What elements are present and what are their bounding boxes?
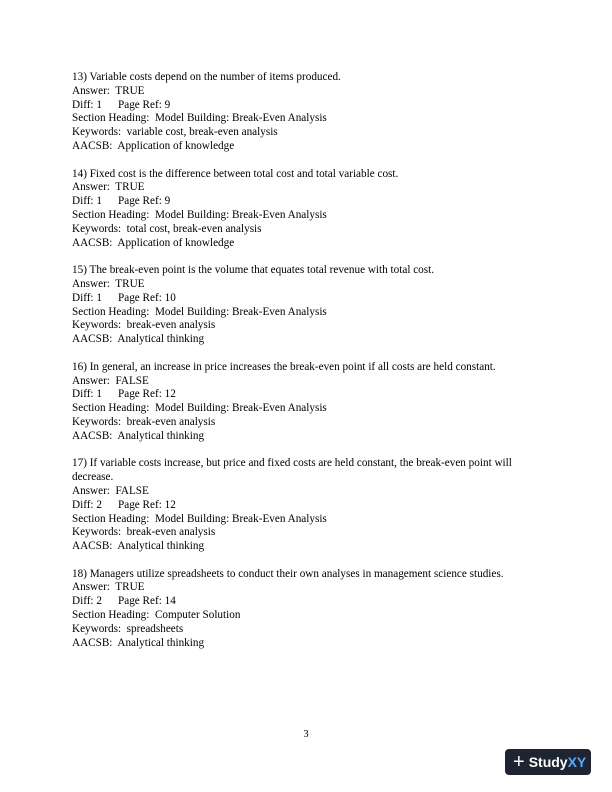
answer-line: Answer: FALSE — [72, 484, 149, 497]
question-15 — [72, 264, 542, 347]
question-list — [72, 71, 542, 664]
keywords: Keywords: break-even analysis — [72, 319, 216, 332]
diff-line — [72, 388, 542, 402]
page-ref: Page Ref: 12 — [118, 388, 176, 401]
aacsb: AACSB: Analytical thinking — [72, 429, 205, 442]
diff-line — [72, 499, 542, 513]
question-text: 18) Managers utilize spreadsheets to conduct their own analyses in management science studies. — [72, 567, 504, 580]
section-heading: Section Heading: Model Building: Break-Even Analysis — [72, 208, 327, 221]
aacsb: AACSB: Analytical thinking — [72, 333, 205, 346]
keywords: Keywords: break-even analysis — [72, 526, 216, 539]
aacsb: AACSB: Application of knowledge — [72, 139, 235, 152]
question-14 — [72, 168, 542, 251]
studyxy-badge[interactable] — [505, 749, 591, 775]
diff-line — [72, 195, 542, 209]
diff-line — [72, 292, 542, 306]
brand-study: Study — [528, 754, 568, 770]
page-number: 3 — [303, 729, 309, 740]
difficulty: Diff: 1 — [72, 98, 102, 111]
plus-icon: + — [513, 751, 525, 773]
question-16 — [72, 361, 542, 444]
aacsb: AACSB: Application of knowledge — [72, 236, 235, 249]
section-heading: Section Heading: Computer Solution — [72, 609, 241, 622]
section-heading: Section Heading: Model Building: Break-Even Analysis — [72, 402, 327, 415]
answer-line: Answer: TRUE — [72, 84, 145, 97]
brand-xy: XY — [567, 754, 587, 770]
question-18 — [72, 568, 542, 651]
question-text: 17) If variable costs increase, but price and fixed costs are held constant, the break-even point will decrease. — [72, 457, 515, 484]
page-ref: Page Ref: 14 — [118, 595, 176, 608]
aacsb: AACSB: Analytical thinking — [72, 636, 205, 649]
page-ref: Page Ref: 9 — [118, 195, 171, 208]
keywords: Keywords: spreadsheets — [72, 622, 184, 635]
difficulty: Diff: 1 — [72, 195, 102, 208]
keywords: Keywords: total cost, break-even analysis — [72, 222, 262, 235]
question-text: 14) Fixed cost is the difference between total cost and total variable cost. — [72, 167, 399, 180]
question-13 — [72, 71, 542, 154]
question-text: 16) In general, an increase in price increases the break-even point if all costs are held constant. — [72, 360, 496, 373]
section-heading: Section Heading: Model Building: Break-Even Analysis — [72, 305, 327, 318]
page-ref: Page Ref: 9 — [118, 98, 171, 111]
answer-line: Answer: FALSE — [72, 374, 149, 387]
question-text: 15) The break-even point is the volume that equates total revenue with total cost. — [72, 264, 435, 277]
answer-line: Answer: TRUE — [72, 581, 145, 594]
question-text: 13) Variable costs depend on the number of items produced. — [72, 71, 341, 83]
difficulty: Diff: 2 — [72, 595, 102, 608]
difficulty: Diff: 1 — [72, 388, 102, 401]
keywords: Keywords: variable cost, break-even analysis — [72, 126, 278, 139]
diff-line — [72, 99, 542, 113]
answer-line: Answer: TRUE — [72, 181, 145, 194]
question-17 — [72, 457, 542, 554]
section-heading: Section Heading: Model Building: Break-Even Analysis — [72, 112, 327, 125]
answer-line: Answer: TRUE — [72, 277, 145, 290]
page-ref: Page Ref: 10 — [118, 291, 176, 304]
difficulty: Diff: 1 — [72, 291, 102, 304]
section-heading: Section Heading: Model Building: Break-Even Analysis — [72, 512, 327, 525]
difficulty: Diff: 2 — [72, 498, 102, 511]
page-ref: Page Ref: 12 — [118, 498, 176, 511]
keywords: Keywords: break-even analysis — [72, 415, 216, 428]
aacsb: AACSB: Analytical thinking — [72, 540, 205, 553]
diff-line — [72, 595, 542, 609]
